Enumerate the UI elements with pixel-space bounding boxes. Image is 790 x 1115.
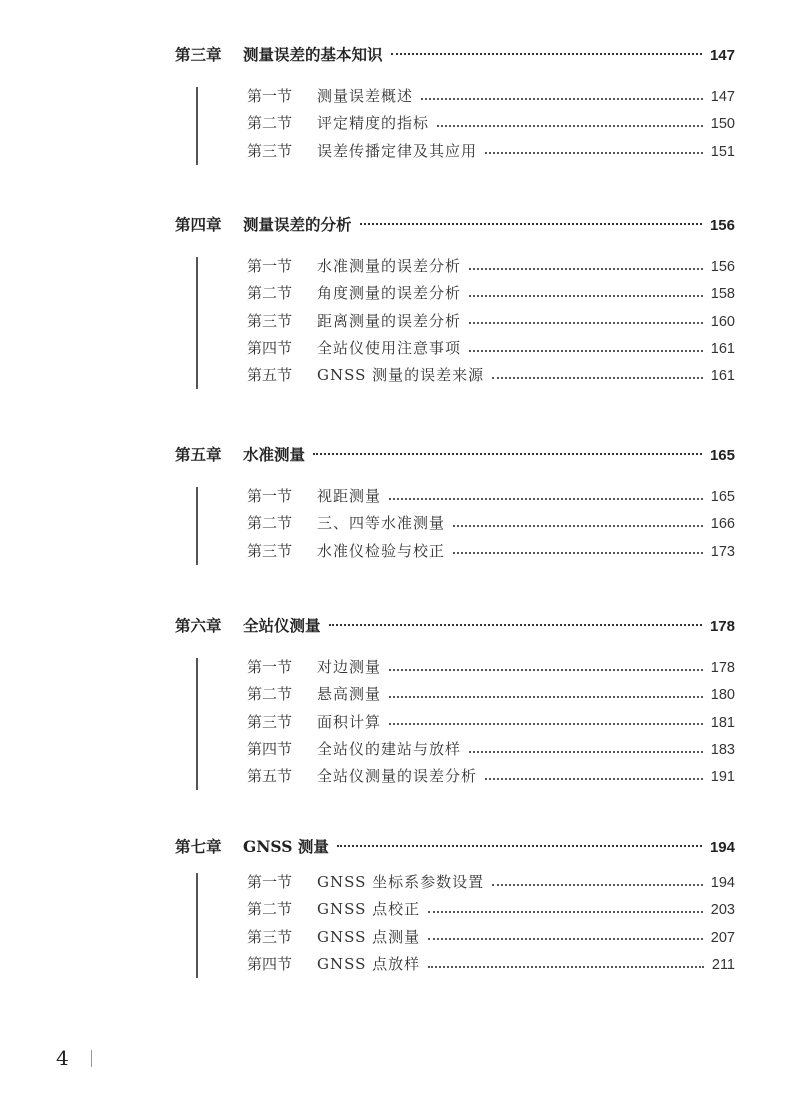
section-number: 第五节	[247, 767, 293, 786]
dot-leader	[453, 525, 703, 527]
dot-leader	[329, 624, 702, 626]
chapter-title: 水准测量	[243, 445, 306, 464]
section-page: 158	[710, 286, 735, 303]
section-page: 181	[710, 714, 735, 731]
section-number: 第一节	[247, 87, 293, 105]
section-page: 191	[710, 769, 735, 786]
section-entry[interactable]	[175, 282, 735, 309]
section-title: 全站仪测量的误差分析	[317, 767, 478, 786]
dot-leader	[313, 453, 702, 455]
section-title: GNSS 坐标系参数设置	[317, 873, 485, 891]
chapter-heading[interactable]	[175, 43, 735, 65]
section-page: 211	[711, 956, 735, 973]
dot-leader	[469, 350, 703, 352]
section-list	[175, 871, 735, 980]
chapter-number: 第七章	[175, 837, 222, 856]
chapter-page: 165	[709, 447, 735, 464]
section-page: 165	[710, 489, 735, 505]
section-page: 156	[710, 259, 735, 275]
section-page: 151	[710, 143, 735, 160]
section-page: 194	[710, 875, 735, 891]
chapter-page: 147	[709, 47, 735, 64]
section-number: 第三节	[247, 311, 293, 330]
chapter-title: 测量误差的分析	[243, 215, 352, 234]
section-number: 第二节	[247, 900, 293, 919]
chapter-heading[interactable]	[175, 213, 735, 235]
section-page: 203	[710, 902, 735, 919]
section-entry[interactable]	[175, 953, 735, 980]
page-number: 4	[56, 1046, 69, 1070]
section-entry[interactable]	[175, 310, 735, 337]
chapter-number: 第三章	[175, 45, 222, 64]
dot-leader	[389, 696, 703, 698]
section-title: GNSS 测量的误差来源	[317, 366, 485, 385]
section-number: 第三节	[247, 712, 293, 731]
dot-leader	[428, 911, 703, 913]
section-bar	[196, 873, 198, 978]
dot-leader	[437, 125, 703, 127]
section-title: 测量误差概述	[317, 87, 414, 105]
section-number: 第二节	[247, 284, 293, 303]
section-number: 第五节	[247, 366, 293, 385]
section-number: 第一节	[247, 873, 293, 891]
section-entry[interactable]	[175, 711, 735, 738]
dot-leader	[485, 778, 703, 780]
section-page: 207	[710, 929, 735, 946]
section-entry[interactable]	[175, 926, 735, 953]
section-bar	[196, 487, 198, 565]
dot-leader	[391, 53, 702, 55]
section-title: GNSS 点放样	[317, 954, 421, 973]
section-number: 第四节	[247, 739, 293, 758]
dot-leader	[453, 552, 703, 554]
dot-leader	[389, 498, 703, 500]
section-entry[interactable]	[175, 738, 735, 765]
section-page: 183	[710, 741, 735, 758]
chapter-page: 194	[709, 839, 735, 856]
section-title: GNSS 点测量	[317, 927, 421, 946]
dot-leader	[469, 751, 703, 753]
dot-leader	[492, 377, 703, 379]
section-title: 评定精度的指标	[317, 114, 430, 133]
section-title: 悬高测量	[317, 685, 382, 704]
section-title: 距离测量的误差分析	[317, 311, 462, 330]
section-entry[interactable]	[175, 85, 735, 112]
section-entry[interactable]	[175, 898, 735, 925]
section-list	[175, 485, 735, 567]
section-page: 160	[710, 313, 735, 330]
chapter-number: 第四章	[175, 215, 222, 234]
dot-leader	[389, 723, 703, 725]
section-title: 水准测量的误差分析	[317, 257, 462, 275]
section-entry[interactable]	[175, 683, 735, 710]
section-page: 161	[710, 340, 735, 357]
section-bar	[196, 658, 198, 790]
section-number: 第三节	[247, 927, 293, 946]
chapter-heading[interactable]	[175, 614, 735, 636]
section-entry[interactable]	[175, 140, 735, 167]
section-entry[interactable]	[175, 364, 735, 391]
chapter-title: GNSS 测量	[243, 837, 329, 856]
section-entry[interactable]	[175, 255, 735, 282]
section-page: 150	[710, 116, 735, 133]
footer-divider	[91, 1050, 93, 1067]
chapter-number: 第五章	[175, 445, 222, 464]
section-page: 178	[710, 660, 735, 676]
section-number: 第三节	[247, 541, 293, 560]
section-number: 第四节	[247, 954, 293, 973]
chapter-4	[175, 213, 735, 391]
section-number: 第二节	[247, 114, 293, 133]
section-entry[interactable]	[175, 871, 735, 898]
section-page: 166	[710, 516, 735, 533]
section-entry[interactable]	[175, 337, 735, 364]
section-entry[interactable]	[175, 485, 735, 512]
section-entry[interactable]	[175, 765, 735, 792]
section-title: 全站仪的建站与放样	[317, 739, 462, 758]
chapter-7	[175, 835, 735, 980]
chapter-heading[interactable]	[175, 443, 735, 465]
section-entry[interactable]	[175, 512, 735, 539]
dot-leader	[469, 268, 703, 270]
section-title: 面积计算	[317, 712, 382, 731]
section-entry[interactable]	[175, 540, 735, 567]
dot-leader	[485, 152, 703, 154]
section-list	[175, 656, 735, 792]
dot-leader	[360, 223, 702, 225]
section-list	[175, 85, 735, 167]
section-entry[interactable]	[175, 656, 735, 683]
chapter-3	[175, 43, 735, 167]
section-number: 第一节	[247, 658, 293, 676]
chapter-6	[175, 614, 735, 792]
dot-leader	[469, 322, 703, 324]
section-number: 第二节	[247, 685, 293, 704]
chapter-title: 测量误差的基本知识	[243, 45, 383, 64]
section-page: 147	[710, 89, 735, 105]
chapter-page: 178	[709, 618, 735, 635]
section-bar	[196, 257, 198, 389]
section-list	[175, 255, 735, 391]
section-title: 三、四等水准测量	[317, 514, 446, 533]
dot-leader	[469, 295, 703, 297]
dot-leader	[389, 669, 703, 671]
dot-leader	[421, 98, 703, 100]
section-page: 180	[710, 687, 735, 704]
section-title: 角度测量的误差分析	[317, 284, 462, 303]
dot-leader	[337, 845, 702, 847]
section-number: 第一节	[247, 487, 293, 505]
chapter-page: 156	[709, 217, 735, 234]
section-title: 误差传播定律及其应用	[317, 141, 478, 160]
section-title: 全站仪使用注意事项	[317, 338, 462, 357]
section-page: 161	[710, 368, 735, 385]
section-number: 第二节	[247, 514, 293, 533]
dot-leader	[492, 884, 703, 886]
section-title: 视距测量	[317, 487, 382, 505]
section-number: 第三节	[247, 141, 293, 160]
dot-leader	[428, 938, 703, 940]
chapter-title: 全站仪测量	[243, 616, 321, 635]
section-title: GNSS 点校正	[317, 900, 421, 919]
section-title: 水准仪检验与校正	[317, 541, 446, 560]
chapter-number: 第六章	[175, 616, 222, 635]
section-number: 第一节	[247, 257, 293, 275]
chapter-heading[interactable]	[175, 835, 735, 857]
page-footer	[56, 1046, 92, 1070]
section-page: 173	[710, 543, 735, 560]
section-entry[interactable]	[175, 112, 735, 139]
dot-leader	[428, 966, 704, 968]
section-number: 第四节	[247, 338, 293, 357]
section-title: 对边测量	[317, 658, 382, 676]
chapter-5	[175, 443, 735, 567]
section-bar	[196, 87, 198, 165]
